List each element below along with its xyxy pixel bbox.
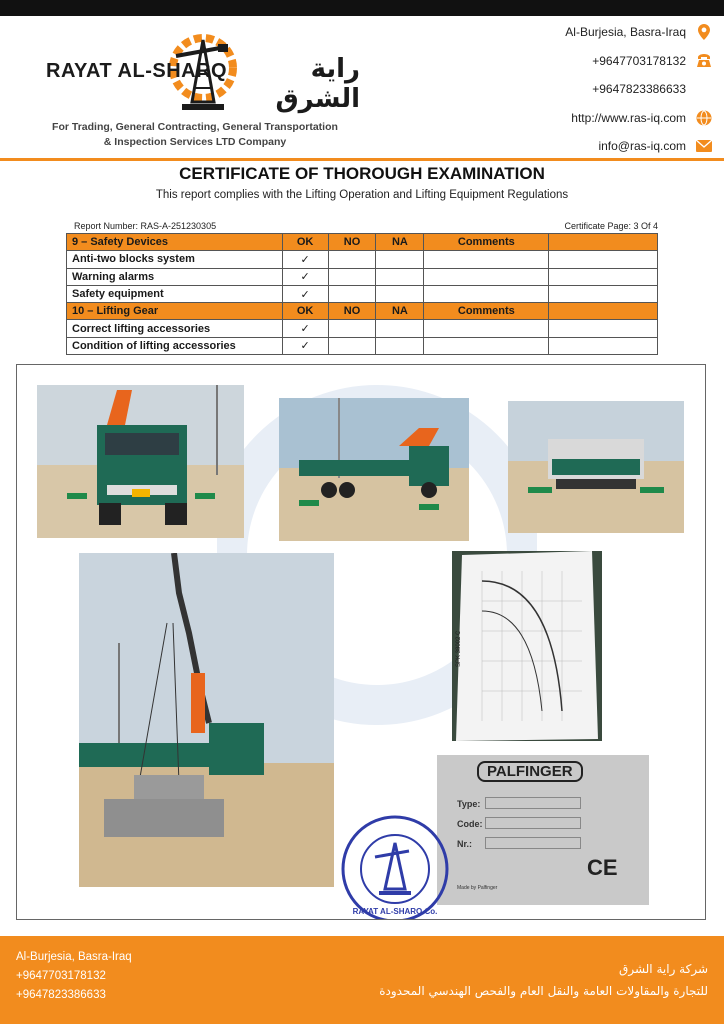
- check-mark: ✓: [282, 320, 328, 337]
- contact-phone-1: +9647703178132: [492, 47, 712, 76]
- photo-palfinger-plate: [437, 755, 649, 905]
- stamp-text: RAYAT AL-SHARQ Co.: [352, 907, 438, 916]
- plate-field: [485, 817, 581, 829]
- plate-ce-mark: CE: [587, 855, 618, 880]
- photo-load-test: [79, 553, 334, 887]
- report-number: Report Number: RAS-A-251230305: [74, 221, 217, 231]
- document-subtitle: This report complies with the Lifting Operation and Lifting Equipment Regulations: [155, 189, 569, 201]
- table-row: Correct lifting accessories ✓: [67, 320, 658, 337]
- plate-made-by: Made by Palfinger: [457, 885, 498, 891]
- logo-text-ar: راية الشرق: [275, 54, 360, 114]
- photo-panel: [16, 364, 706, 920]
- plate-code-label: Code:: [457, 819, 483, 829]
- phone-icon: [696, 53, 712, 69]
- plate-field: [485, 837, 581, 849]
- footer-company-ar: شركة راية الشرق للتجارة والمقاولات العامة والنقل العام والفحص الهندسي المحدودة: [379, 962, 708, 998]
- contact-website[interactable]: http://www.ras-iq.com: [492, 104, 712, 133]
- examination-table: [66, 233, 658, 355]
- contact-address: Al-Burjesia, Basra-Iraq: [492, 18, 712, 47]
- contact-email[interactable]: info@ras-iq.com: [492, 132, 712, 161]
- plate-brand: PALFINGER: [477, 761, 583, 782]
- load-chart-label: SPK 38002 C: [456, 630, 462, 667]
- page-footer: [0, 936, 724, 1024]
- check-mark: ✓: [282, 268, 328, 285]
- plate-type-label: Type:: [457, 799, 481, 809]
- photo-truck-side: [279, 398, 469, 541]
- company-tagline: For Trading, General Contracting, General Transportation & Inspection Services LTD Company: [52, 121, 338, 148]
- header-divider: [0, 158, 724, 161]
- plate-field: [485, 797, 581, 809]
- mail-icon: [696, 138, 712, 154]
- section-header-safety-devices: 9 – Safety Devices OK NO NA Comments: [67, 234, 658, 251]
- check-mark: ✓: [282, 251, 328, 268]
- check-mark: ✓: [282, 285, 328, 302]
- page-number: Certificate Page: 3 Of 4: [564, 221, 658, 231]
- table-row: Anti-two blocks system ✓: [67, 251, 658, 268]
- top-bar: [0, 0, 724, 16]
- logo-text-en: RAYAT AL-SHARQ: [46, 60, 228, 82]
- check-mark: ✓: [282, 337, 328, 354]
- table-row: Safety equipment ✓: [67, 285, 658, 302]
- table-row: Warning alarms ✓: [67, 268, 658, 285]
- photo-truck-front: [37, 385, 244, 538]
- company-logo: [40, 22, 360, 152]
- location-pin-icon: [696, 24, 712, 40]
- document-title: CERTIFICATE OF THOROUGH EXAMINATION: [179, 164, 545, 183]
- table-row: Condition of lifting accessories ✓: [67, 337, 658, 354]
- globe-icon: [696, 110, 712, 126]
- plate-nr-label: Nr.:: [457, 839, 473, 849]
- photo-load-chart: [452, 551, 602, 741]
- photo-truck-rear: [508, 401, 684, 533]
- contact-phone-2: +9647823386633: [592, 82, 686, 97]
- company-stamp: [339, 813, 451, 920]
- contact-block: [492, 18, 712, 161]
- section-header-lifting-gear: 10 – Lifting Gear OK NO NA Comments: [67, 303, 658, 320]
- footer-contact: Al-Burjesia, Basra-Iraq +9647703178132 +9647823386633: [16, 951, 132, 1001]
